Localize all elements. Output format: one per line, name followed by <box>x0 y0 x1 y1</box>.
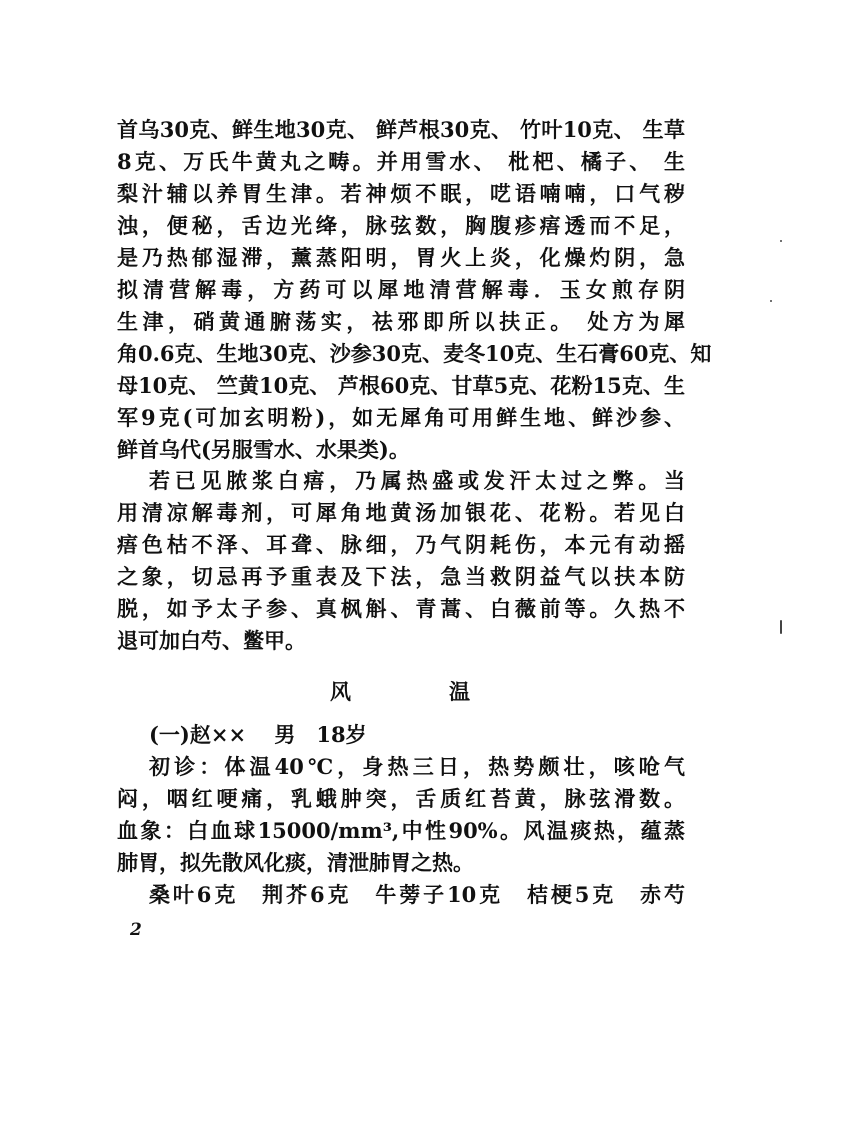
text-line: 是乃热郁湿滞，薰蒸阳明，胃火上炎，化燥灼阴，急 <box>117 245 685 270</box>
text-line: 痦色枯不泽、耳聋、脉细，乃气阴耗伤，本元有动摇 <box>117 532 685 557</box>
section-heading <box>330 676 470 706</box>
text-line: 8克、万氏牛黄丸之畴。并用雪水、 枇杷、橘子、 生 <box>117 149 685 174</box>
text-line: 生津，硝黄通腑荡实，祛邪即所以扶正。 处方为犀 <box>117 309 685 334</box>
text-line: 浊，便秘，舌边光绛，脉弦数，胸腹疹痦透而不足， <box>117 213 685 238</box>
text-line: 军9克(可加玄明粉)，如无犀角可用鲜生地、鲜沙参、 <box>117 405 685 430</box>
text-line: 鲜首乌代(另服雪水、水果类)。 <box>117 437 410 462</box>
heading-char-2: 温 <box>449 679 470 704</box>
text-line: 拟清营解毒，方药可以犀地清营解毒．玉女煎存阴 <box>117 277 685 302</box>
scan-speck <box>780 620 782 634</box>
page-number: 2 <box>130 920 142 940</box>
text-line: 首乌30克、鲜生地30克、 鲜芦根30克、 竹叶10克、 生草 <box>117 117 685 142</box>
text-line: 血象：白血球15000/mm³,中性90%。风温痰热，蕴蒸 <box>117 818 685 843</box>
text-line: 用清凉解毒剂，可犀角地黄汤加银花、花粉。若见白 <box>117 500 685 525</box>
case-header: (一)赵×× 男 18岁 <box>149 722 367 747</box>
heading-char-1: 风 <box>330 679 351 704</box>
text-line: 脱，如予太子参、真枫斛、青蒿、白薇前等。久热不 <box>117 596 685 621</box>
text-line: 角0.6克、生地30克、沙参30克、麦冬10克、生石膏60克、知 <box>117 341 712 366</box>
text-line: 母10克、 竺黄10克、 芦根60克、甘草5克、花粉15克、生 <box>117 373 685 398</box>
text-line: 若已见脓浆白痦，乃属热盛或发汗太过之弊。当 <box>149 468 685 493</box>
text-line: 退可加白芍、鳖甲。 <box>117 628 306 653</box>
text-line: 桑叶6克 荆芥6克 牛蒡子10克 桔梗5克 赤芍 <box>149 882 685 907</box>
text-line: 梨汁辅以养胃生津。若神烦不眠，呓语喃喃，口气秽 <box>117 181 685 206</box>
scan-speck <box>770 300 772 302</box>
scan-speck <box>780 240 782 242</box>
text-line: 之象，切忌再予重表及下法，急当救阴益气以扶本防 <box>117 564 685 589</box>
text-line: 肺胃，拟先散风化痰，清泄肺胃之热。 <box>117 850 474 875</box>
text-line: 闷，咽红哽痛，乳蛾肿突，舌质红苔黄，脉弦滑数。 <box>117 786 685 811</box>
text-line: 初诊：体温40℃，身热三日，热势颇壮，咳呛气 <box>149 754 685 779</box>
